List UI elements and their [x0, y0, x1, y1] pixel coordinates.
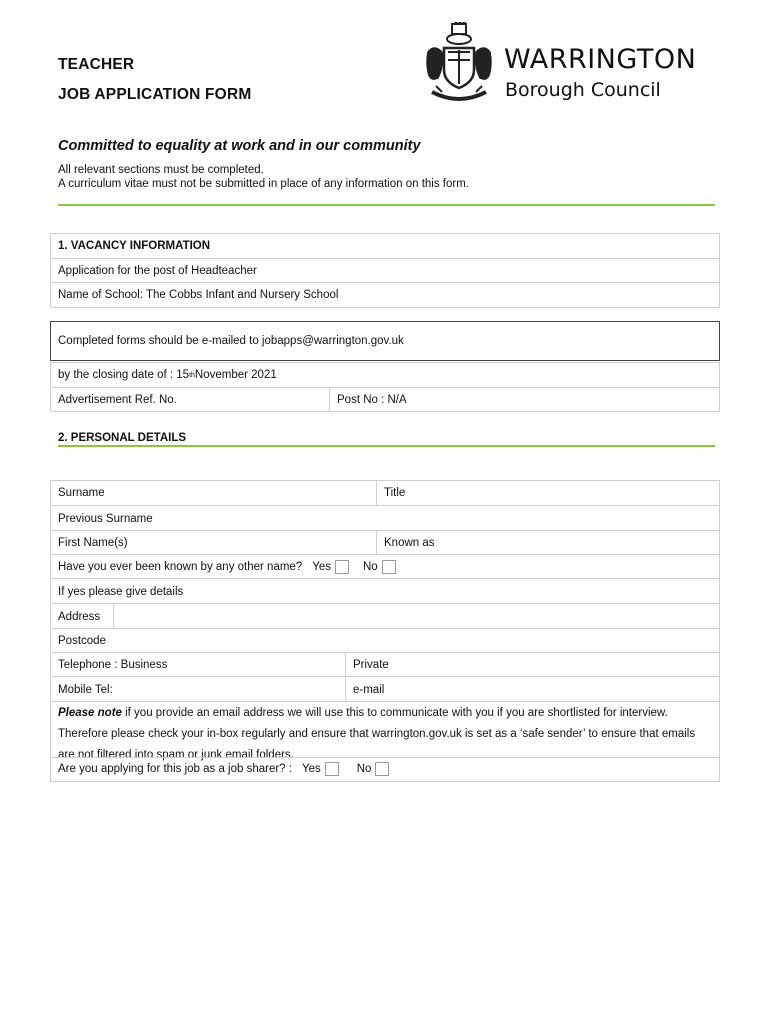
other-name-yes-label: Yes [312, 561, 331, 573]
address-label: Address [58, 610, 101, 623]
job-share-yes-label: Yes [301, 763, 321, 775]
job-share-yes-checkbox[interactable] [325, 762, 339, 776]
other-name-question [51, 555, 719, 579]
first-names-field[interactable]: First Name(s) [58, 537, 128, 549]
vacancy-heading: 1. VACANCY INFORMATION [58, 240, 211, 252]
other-name-no-checkbox[interactable] [382, 560, 396, 574]
mobile-field[interactable]: Mobile Tel: [58, 683, 113, 696]
equality-tagline: Committed to equality at work and in our community [58, 138, 421, 154]
vacancy-section [50, 233, 720, 308]
personal-details-section [50, 480, 720, 782]
email-note-text: if you provide an email address we will use this to communicate with you if you are shortlisted for interview. Therefore please check your in-box regularly and ensure that warrington.gov.uk is set as a ‘safe sender’ to ensure that emails are not filtered into spam or junk email folders. [58, 707, 696, 761]
closing-section [50, 362, 720, 412]
job-share-no-label: No [356, 763, 372, 775]
job-share-question [51, 758, 719, 780]
council-subtitle: Borough Council [505, 79, 661, 101]
address-field[interactable] [114, 604, 719, 629]
known-as-field[interactable]: Known as [384, 537, 435, 549]
email-field[interactable]: e-mail [353, 683, 385, 696]
business-telephone-field[interactable]: Telephone : Business [58, 659, 168, 671]
other-name-label: Have you ever been known by any other name? [58, 561, 303, 573]
intro-line-1: All relevant sections must be completed. [58, 164, 264, 176]
postcode-field[interactable]: Postcode [58, 635, 106, 647]
private-telephone-field[interactable]: Private [353, 659, 389, 671]
previous-surname-field[interactable]: Previous Surname [58, 512, 153, 525]
form-title-teacher: TEACHER [58, 56, 135, 73]
title-field[interactable]: Title [384, 487, 406, 499]
closing-date-month: November 2021 [194, 369, 277, 381]
green-divider-2 [58, 445, 715, 447]
other-name-yes-checkbox[interactable] [335, 560, 349, 574]
email-instruction: Completed forms should be e-mailed to jobapps@warrington.gov.uk [58, 335, 404, 347]
green-divider [58, 204, 715, 206]
other-name-details-field[interactable]: If yes please give details [58, 585, 184, 598]
closing-date-sup: th [189, 371, 195, 379]
job-share-label: Are you applying for this job as a job sharer? : [58, 763, 292, 775]
form-title: JOB APPLICATION FORM [58, 86, 252, 103]
council-name: WARRINGTON [504, 44, 697, 75]
post-applied-field[interactable]: Application for the post of Headteacher [58, 265, 257, 277]
email-instruction-box [50, 321, 720, 361]
borough-crest-icon [424, 22, 494, 106]
surname-field[interactable]: Surname [58, 487, 105, 499]
school-name-field[interactable]: Name of School: The Cobbs Infant and Nursery School [58, 289, 339, 301]
intro-line-2: A curriculum vitae must not be submitted in place of any information on this form. [58, 178, 469, 190]
closing-date-text: by the closing date of : 15 [58, 369, 190, 381]
personal-heading: 2. PERSONAL DETAILS [58, 432, 187, 444]
closing-date [51, 363, 719, 387]
email-note-emphasis: Please note [58, 707, 122, 719]
advertisement-ref-field[interactable]: Advertisement Ref. No. [58, 394, 177, 406]
post-no-field[interactable]: Post No : N/A [337, 394, 407, 406]
other-name-no-label: No [362, 561, 378, 573]
job-share-no-checkbox[interactable] [375, 762, 389, 776]
